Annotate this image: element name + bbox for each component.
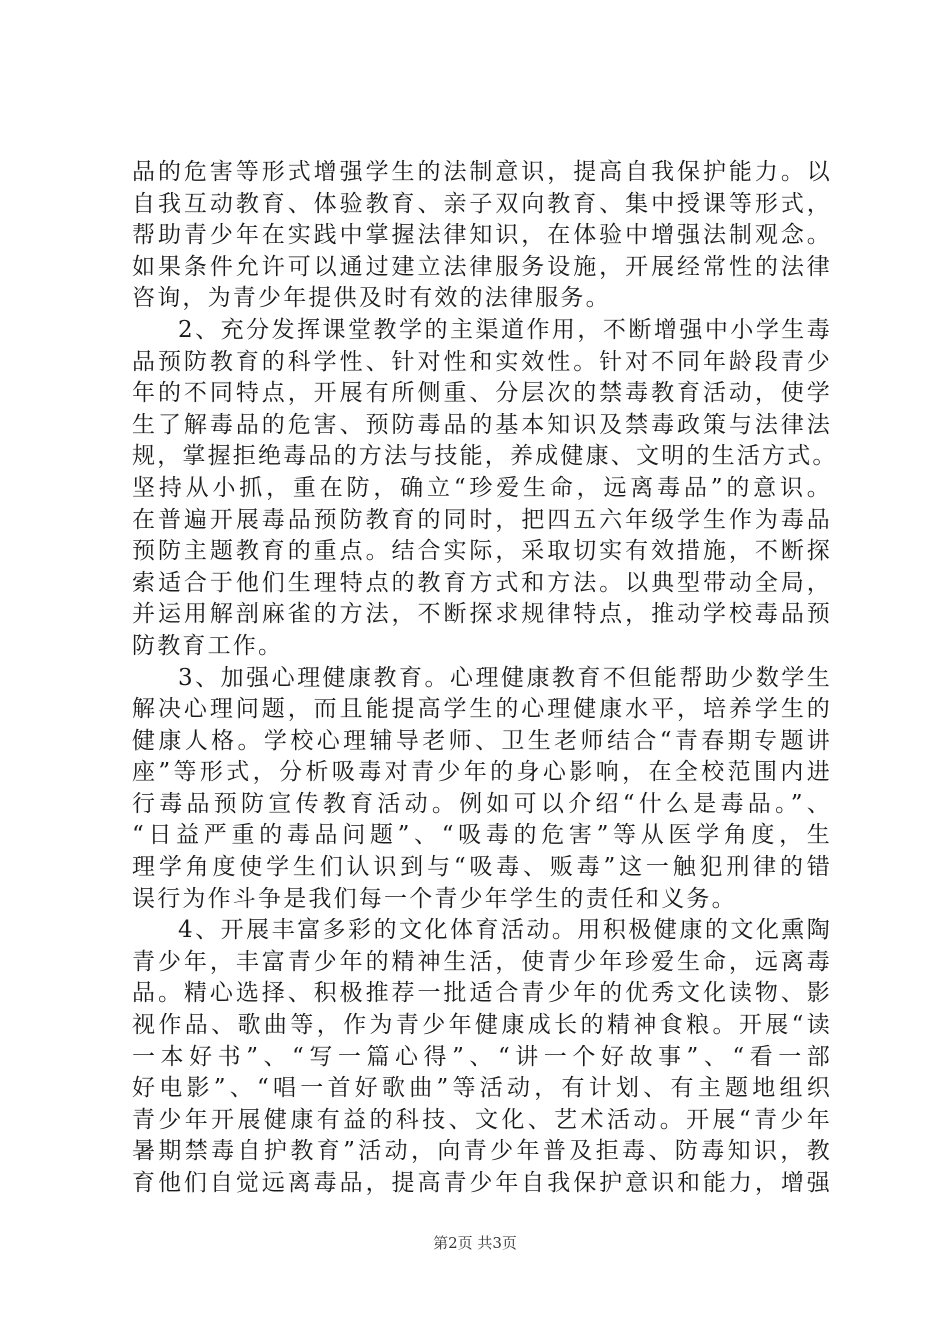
text-line: “日益严重的毒品问题”、“吸毒的危害”等从医学角度，生 (132, 822, 832, 849)
text-line: 规，掌握拒绝毒品的方法与技能，养成健康、文明的生活方式。 (132, 443, 838, 470)
text-line: 如果条件允许可以通过建立法律服务设施，开展经常性的法律 (132, 253, 832, 280)
text-line: 暑期禁毒自护教育”活动，向青少年普及拒毒、防毒知识，教 (132, 1138, 832, 1165)
text-line: 索适合于他们生理特点的教育方式和方法。以典型带动全局， (132, 569, 832, 596)
paragraph (132, 915, 832, 1199)
text-line: 品预防教育的科学性、针对性和实效性。针对不同年龄段青少 (132, 348, 832, 375)
text-line: 视作品、歌曲等，作为青少年健康成长的精神食粮。开展“读 (132, 1012, 832, 1039)
text-line: 自我互动教育、体验教育、亲子双向教育、集中授课等形式， (132, 190, 832, 217)
text-line: 品。精心选择、积极推荐一批适合青少年的优秀文化读物、影 (132, 980, 832, 1007)
text-line: 防教育工作。 (132, 632, 284, 659)
text-line: 青少年开展健康有益的科技、文化、艺术活动。开展“青少年 (132, 1106, 832, 1133)
text-line: 行毒品预防宣传教育活动。例如可以介绍“什么是毒品。”、 (132, 790, 832, 817)
text-line: 好电影”、“唱一首好歌曲”等活动，有计划、有主题地组织 (132, 1075, 832, 1102)
text-line: 座”等形式，分析吸毒对青少年的身心影响，在全校范围内进 (132, 759, 832, 786)
text-line: 帮助青少年在实践中掌握法律知识，在体验中增强法制观念。 (132, 222, 832, 249)
text-line: 4、开展丰富多彩的文化体育活动。用积极健康的文化熏陶 (178, 917, 832, 944)
text-line: 咨询，为青少年提供及时有效的法律服务。 (132, 285, 611, 312)
page-number-footer: 第2页 共3页 (433, 1234, 517, 1252)
text-line: 生了解毒品的危害、预防毒品的基本知识及禁毒政策与法律法 (132, 411, 832, 438)
text-line: 预防主题教育的重点。结合实际，采取切实有效措施，不断探 (132, 538, 832, 565)
text-line: 品的危害等形式增强学生的法制意识，提高自我保护能力。以 (132, 159, 832, 185)
text-line: 误行为作斗争是我们每一个青少年学生的责任和义务。 (132, 885, 737, 912)
text-line: 理学角度使学生们认识到与“吸毒、贩毒”这一触犯刑律的错 (132, 854, 832, 881)
text-line: 育他们自觉远离毒品，提高青少年自我保护意识和能力，增强 (132, 1170, 832, 1196)
text-line: 并运用解剖麻雀的方法，不断探求规律特点，推动学校毒品预 (132, 601, 832, 628)
paragraph (132, 315, 838, 663)
text-line: 健康人格。学校心理辅导老师、卫生老师结合“青春期专题讲 (132, 727, 832, 754)
text-line: 坚持从小抓，重在防，确立“珍爱生命，远离毒品”的意识。 (132, 474, 832, 501)
text-line: 一本好书”、“写一篇心得”、“讲一个好故事”、“看一部 (132, 1043, 832, 1070)
paragraph (132, 663, 832, 916)
document-body (132, 157, 838, 1200)
text-line: 在普遍开展毒品预防教育的同时，把四五六年级学生作为毒品 (132, 506, 832, 533)
paragraph (132, 157, 832, 315)
text-line: 2、充分发挥课堂教学的主渠道作用，不断增强中小学生毒 (178, 316, 832, 343)
text-line: 年的不同特点，开展有所侧重、分层次的禁毒教育活动，使学 (132, 380, 832, 407)
text-line: 解决心理问题，而且能提高学生的心理健康水平，培养学生的 (132, 696, 832, 723)
text-line: 青少年，丰富青少年的精神生活，使青少年珍爱生命，远离毒 (132, 948, 832, 975)
text-line: 3、加强心理健康教育。心理健康教育不但能帮助少数学生 (178, 664, 832, 691)
